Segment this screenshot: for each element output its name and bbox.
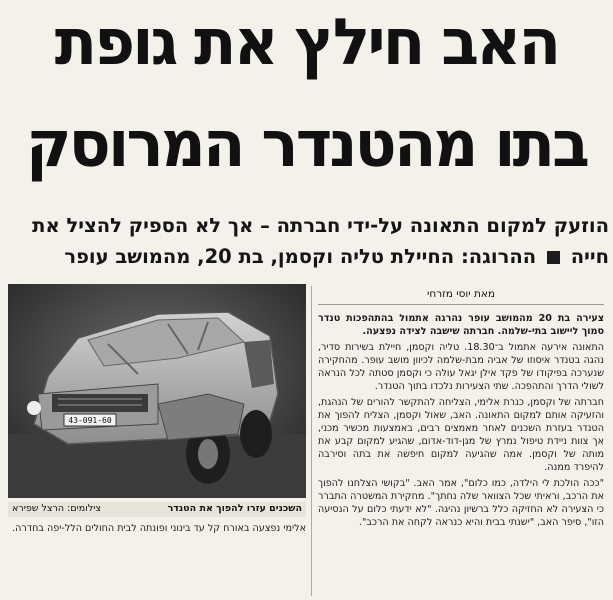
article-column-left <box>8 522 306 538</box>
article-column-right <box>318 312 604 532</box>
byline: מאת יוסי מזרחי <box>318 288 604 305</box>
article-lead: צעירה בת 20 מהמושב עופר נהרגה אתמול בהתהפכות טנדר סמוך ליישוב בתי-שלמה. חברתה שישבה לצידה נפצעה. <box>318 313 604 337</box>
photo-caption-bar <box>8 502 306 517</box>
photo-caption: השכנים עזרו להפוך את הטנדר <box>167 503 302 514</box>
square-bullet-icon <box>547 251 560 264</box>
column-divider <box>311 286 312 596</box>
headline-line-1: האב חילץ את גופת <box>54 6 559 80</box>
article-paragraph-4: אלימי נפצעה באורח קל עד בינוני ופונתה לבית החולים הלל-יפה בחדרה. <box>12 523 306 534</box>
wrecked-truck-photo <box>8 284 306 498</box>
license-plate: 43-091-60 <box>68 416 112 425</box>
headline-line-2: בתו מהטנדר המרוסק <box>25 108 588 182</box>
article-paragraph-2: חברתה של וקסמן, כנרת אלימי, הצליחה להתקשר להורים של הנהגת, והזעיקה אותם למקום התאונה. האב, שאול וקסמן, הצליח להפוך את הטנדר בעזרת השכנים לאחר מאמצים רבים, באמצעות מכשיר מכני, אך צוות ניידת טיפול נמרץ של מגן-דוד-אדום, שהגיע למקום קבע את מותה של וקסמן. אמה שהגיעה למקום חיפשה את בתה וסירבה להיפרד ממנה. <box>318 397 604 473</box>
subheadline-line-2 <box>4 244 609 270</box>
subheadline-line-1: הוזעק למקום התאונה על-ידי חברתה – אך לא הספיק להציל את <box>32 214 609 237</box>
photo-credit: צילומים: הרצל שפירא <box>12 503 101 514</box>
article-paragraph-3: "ככה הולכת לי הילדה, כמו כלום", אמר האב. "בקושי הצלחנו להפוך את הרכב, וראיתי שכל הצוואר שלה נחתך". מחקירת המשטרה התברר כי הצעירה לא החזיקה כלל ברשיון נהיגה. "לא ידעתי כלום על הנסיעה הזו", סיפר האב, "ישנתי בבית והיא כנראה לקחה את הרכב". <box>318 478 604 528</box>
subheadline-end: ההרוגה: החיילת טליה וקסמן, בת 20, מהמושב עופר <box>64 245 537 268</box>
article-paragraph-1: התאונה אירעה אתמול ב־18.30. טליה וקסמן, חיילת בשירות סדיר, נהגה בטנדר איסוזו של אביה מבת-שלמה לכיוון מושב עופר. מהחקירה שנערכה בפיקודו של פקד אילן יגאל עולה כי וקסמן סטתה לכל הנראה לשולי הדרך והתהפכה. שתי הצעירות נלכדו בתוך הטנדר. <box>318 342 604 392</box>
truck-illustration <box>8 284 306 498</box>
subheadline-start: חייה <box>570 245 609 268</box>
